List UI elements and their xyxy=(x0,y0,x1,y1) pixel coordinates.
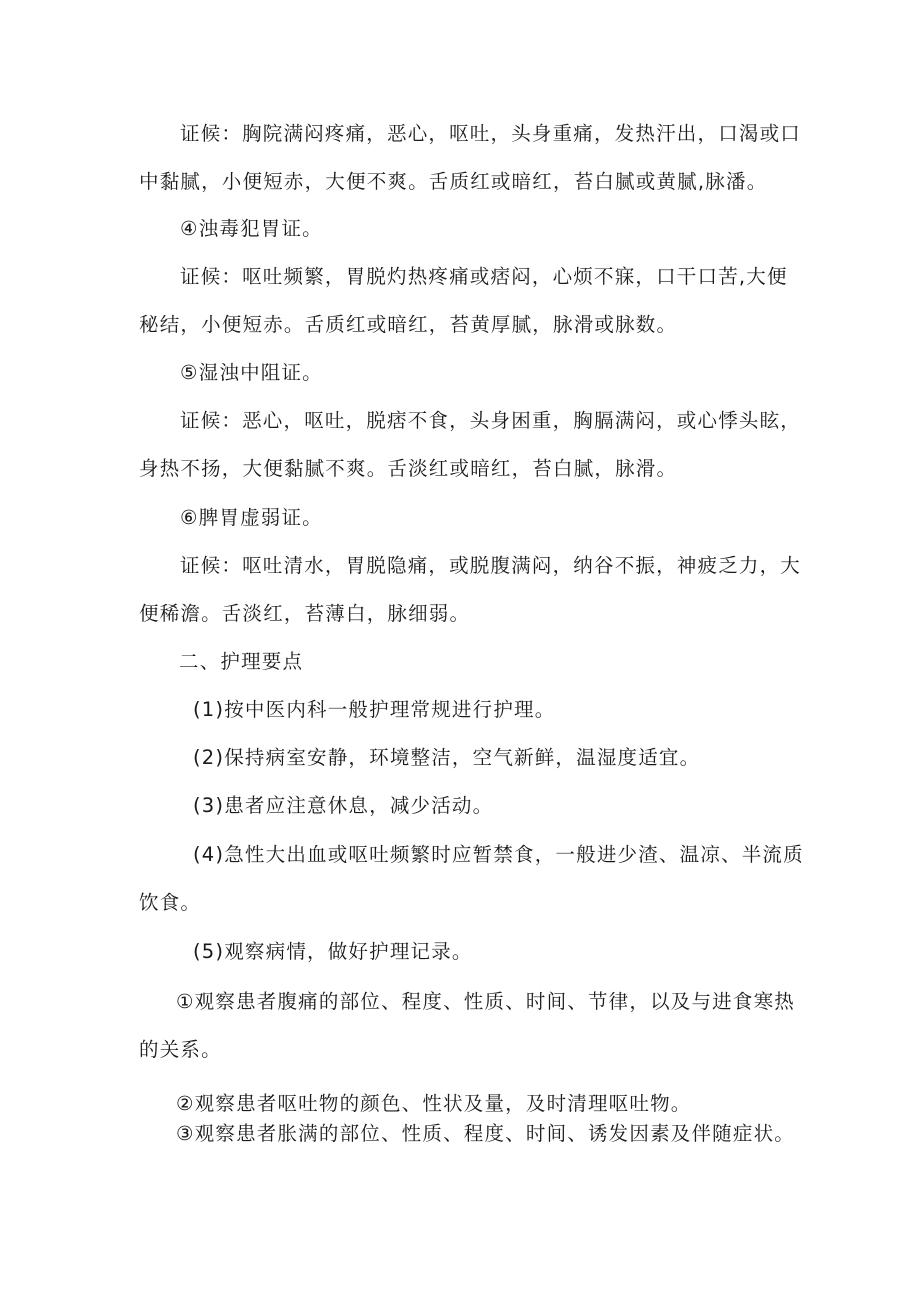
care-item-1: (1)按中医内科一般护理常规进行护理。 xyxy=(193,698,556,721)
syndrome-4-title: ④浊毒犯胃证。 xyxy=(180,217,323,240)
syndrome-3-text-line-2: 中黏腻，小便短赤，大便不爽。舌质红或暗红，苔白腻或黄腻,脉潘。 xyxy=(139,170,768,193)
care-item-2: (2)保持病室安静，环境整洁，空气新鲜，温湿度适宜。 xyxy=(193,746,701,769)
section-heading: 二、护理要点 xyxy=(179,650,304,673)
syndrome-5-text-line-2: 身热不扬，大便黏腻不爽。舌淡红或暗红，苔白腻，脉滑。 xyxy=(139,457,678,480)
syndrome-6-title: ⑥脾胃虚弱证。 xyxy=(180,506,323,529)
syndrome-4-text-line-1: 证候：呕吐频繁，胃脱灼热疼痛或痞闷，心烦不寐，口干口苦,大便 xyxy=(180,265,788,288)
observe-item-1-line-2: 的关系。 xyxy=(139,1038,222,1061)
care-item-4-line-1: (4)急性大出血或呕吐频繁时应暂禁食，一般进少渣、温凉、半流质 xyxy=(193,843,804,866)
care-item-3: (3)患者应注意休息，减少活动。 xyxy=(193,794,494,817)
syndrome-4-text-line-2: 秘结，小便短赤。舌质红或暗红，苔黄厚腻，脉滑或脉数。 xyxy=(139,313,678,336)
syndrome-6-text-line-1: 证候：呕吐清水，胃脱隐痛，或脱腹满闷，纳谷不振，神疲乏力，大 xyxy=(180,554,802,577)
syndrome-6-text-line-2: 便稀澹。舌淡红，苔薄白，脉细弱。 xyxy=(139,602,471,625)
syndrome-3-text-line-1: 证候：胸院满闷疼痛，恶心，呕吐，头身重痛，发热汗出，口渴或口 xyxy=(180,122,802,145)
care-item-4-line-2: 饮食。 xyxy=(139,891,202,914)
care-item-5: (5)观察病情，做好护理记录。 xyxy=(193,940,473,963)
observe-item-2: ②观察患者呕吐物的颜色、性状及量，及时清理呕吐物。 xyxy=(176,1092,692,1115)
syndrome-5-title: ⑤湿浊中阻证。 xyxy=(180,361,323,384)
syndrome-5-text-line-1: 证候：恶心，呕吐，脱痞不食，头身困重，胸膈满闷，或心悸头眩， xyxy=(180,409,802,432)
observe-item-1-line-1: ①观察患者腹痛的部位、程度、性质、时间、节律，以及与进食寒热 xyxy=(176,990,795,1013)
observe-item-3: ③观察患者胀满的部位、性质、程度、时间、诱发因素及伴随症状。 xyxy=(176,1122,795,1145)
